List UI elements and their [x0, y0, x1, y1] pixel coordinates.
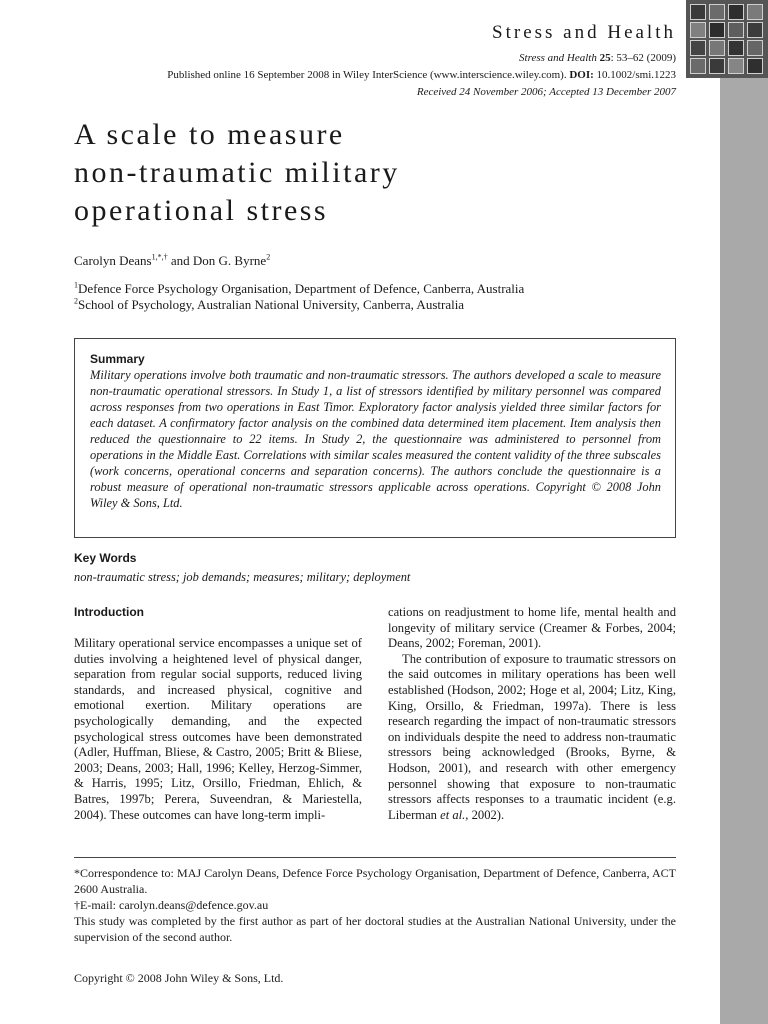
journal-name: Stress and Health	[492, 22, 676, 43]
section-heading: Introduction	[74, 605, 144, 619]
journal-logo-mosaic	[686, 0, 768, 78]
author-joiner: and Don G. Byrne	[167, 253, 267, 268]
doi-value[interactable]: 10.1002/smi.1223	[596, 69, 676, 81]
title-line: operational stress	[74, 194, 329, 227]
keywords-heading: Key Words	[74, 551, 137, 565]
footnote-correspondence: *Correspondence to: MAJ Carolyn Deans, Defence Force Psychology Organisation, Department of Defence, Canberra, ACT 2600 Australia.	[74, 866, 676, 896]
paragraph-italic: et al.	[440, 807, 466, 822]
received-line	[417, 84, 676, 100]
affiliation	[74, 281, 524, 297]
footnote-divider	[74, 857, 676, 858]
footnotes	[74, 865, 676, 945]
citation-volume: 25	[599, 52, 611, 64]
published-line	[167, 67, 676, 83]
received-text: Received 24 November 2006; Accepted 13 December 2007	[416, 86, 676, 98]
author-first-sup: 1,*,†	[151, 252, 168, 262]
affiliation-num: 1	[74, 280, 78, 290]
citation-line	[519, 50, 676, 66]
keywords-text: non-traumatic stress; job demands; measures; military; deployment	[74, 570, 411, 584]
paragraph	[388, 652, 676, 824]
summary-text: Military operations involve both traumatic and non-traumatic stressors. The authors developed a scale to measure non-traumatic operational stressors. In Study 1, a list of stressors identified by military personnel was compared across responses from two operations in East Timor. Exploratory factor analysis yielded three similar factors for each dataset. A confirmatory factor analysis on the combined data determined item placement. Item analysis then reduced the questionnaire to 22 items. In Study 2, the questionnaire was administered to personnel from operations in the Middle East. Correlations with similar scales measured the content validity of the three subscales (work concerns, operational concerns and separation concerns). The authors conclude the questionnaire is a robust measure of operational non-traumatic stressors applicable across operations. Copyright © 2008 John Wiley & Sons, Ltd.	[90, 368, 661, 510]
author-first: Carolyn Deans	[74, 253, 152, 268]
copyright-footer: Copyright © 2008 John Wiley & Sons, Ltd.	[74, 971, 284, 985]
affiliations	[74, 281, 524, 313]
summary-heading: Summary	[90, 352, 145, 366]
paragraph-text: , 2002).	[465, 807, 505, 822]
author-line	[74, 253, 270, 269]
footnote-note: This study was completed by the first author as part of her doctoral studies at the Australian National University, under the supervision of the second author.	[74, 914, 676, 944]
title-line: A scale to measure	[74, 118, 345, 151]
author-second-sup: 2	[266, 252, 271, 262]
footnote-email[interactable]: †E-mail: carolyn.deans@defence.gov.au	[74, 898, 269, 912]
citation-pages: : 53–62 (2009)	[610, 52, 676, 64]
paragraph-text: The contribution of exposure to traumatic stressors on the said outcomes in military operations has been well established (Hodson, 2002; Hoge et al, 2004; Litz, King, King, Orsillo, & Friedman, 1997a). There is less research regarding the impact of non-traumatic stressors on individuals despite the need to address non-traumatic stressors being acknowledged (Brooks, Byrne, & Hodson, 2001), and research with other emergency personnel showing that exposure to non-traumatic stressors affects responses to a traumatic incident (e.g. Liberman	[388, 651, 676, 822]
paragraph: Military operational service encompasses a unique set of duties involving a heightened level of physical danger, separation from regular social supports, reduced living standards, and increased physical, cognitive and emotional exertion. Military operations are psychologically demanding, and the expected psychological stress outcomes have been demonstrated (Adler, Huffman, Bliese, & Castro, 2005; Britt & Bliese, 2003; Deans, 2003; Hall, 1996; Kelley, Herzog-Simmer, & Harris, 1995; Litz, Orsillo, Friedman, Ehlich, & Batres, 1997b; Perera, Suveendran, & Mariestella, 2004). These outcomes can have long-term impli-	[74, 636, 362, 822]
affiliation	[74, 297, 524, 313]
summary-box	[74, 338, 676, 538]
article-title	[74, 116, 400, 230]
title-line: non-traumatic military	[74, 156, 400, 189]
affiliation-text: Defence Force Psychology Organisation, Department of Defence, Canberra, Australia	[78, 281, 525, 296]
paragraph: cations on readjustment to home life, mental health and longevity of military service (Creamer & Forbes, 2004; Deans, 2002; Foreman, 2001).	[388, 605, 676, 651]
citation-journal: Stress and Health	[519, 52, 597, 64]
affiliation-num: 2	[74, 296, 78, 306]
intro-column-left	[74, 605, 362, 823]
published-text: Published online 16 September 2008 in Wiley InterScience (www.interscience.wiley.com).	[167, 69, 567, 81]
affiliation-text: School of Psychology, Australian National University, Canberra, Australia	[78, 297, 465, 312]
intro-column-right	[388, 605, 676, 823]
doi-label: DOI:	[569, 69, 594, 81]
page-edge-bar	[720, 0, 768, 1024]
